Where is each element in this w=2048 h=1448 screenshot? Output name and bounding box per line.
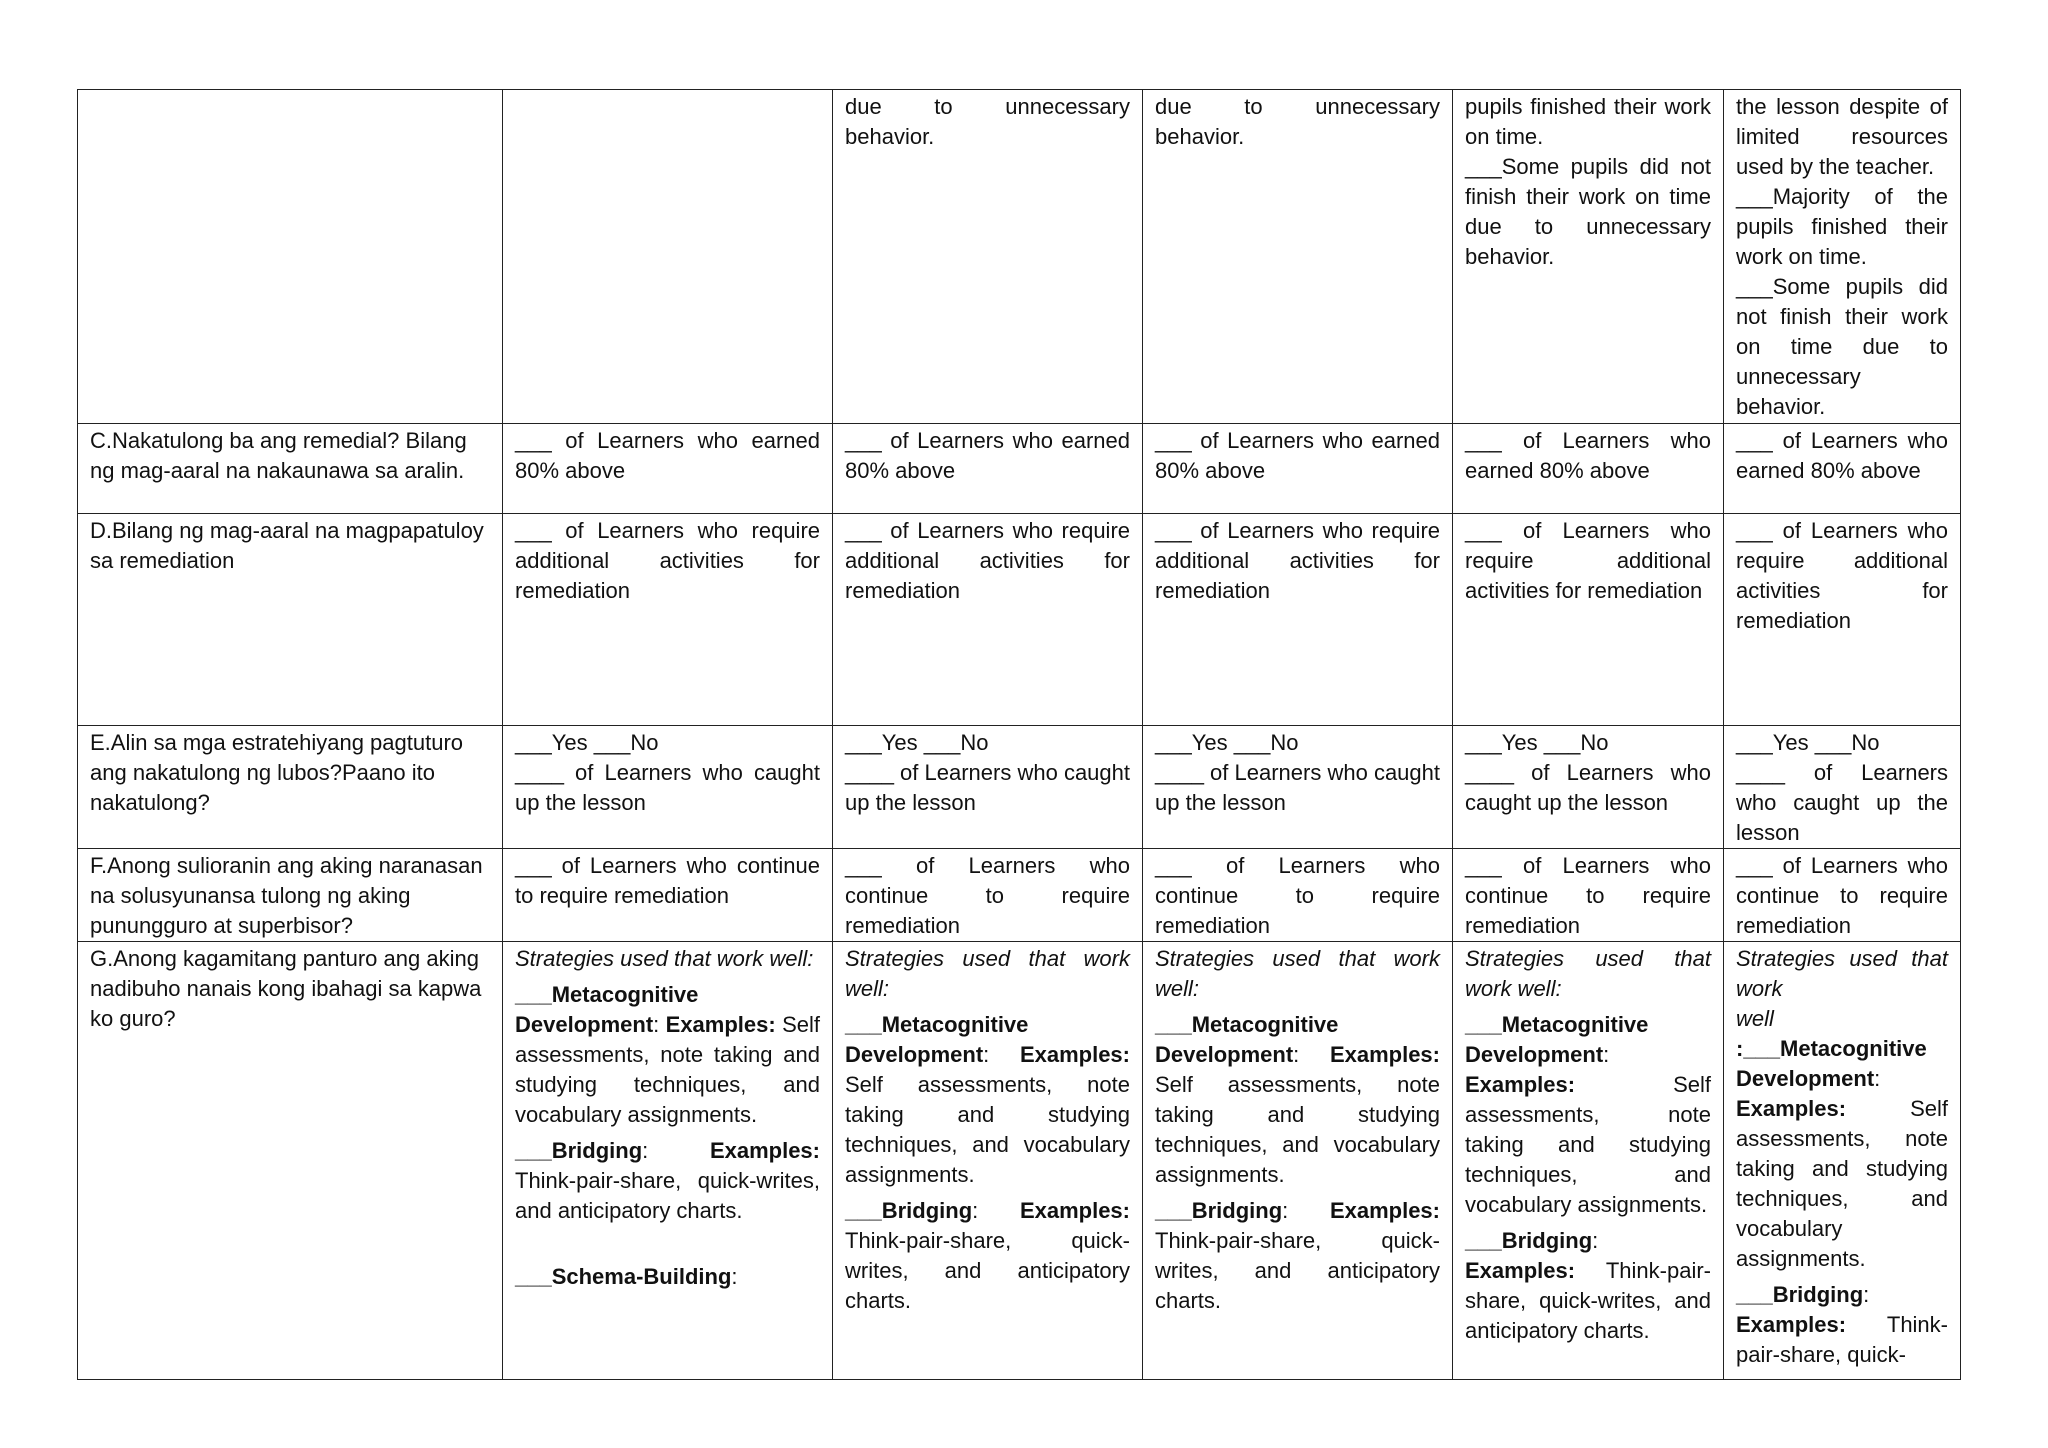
lesson-log-table <box>77 89 1961 1380</box>
colon-text: : <box>1874 1066 1881 1091</box>
examples-label: Examples: <box>1736 1096 1847 1121</box>
metacognitive-examples: Self assessments, note taking and studying techniques, and vocabulary assignments. <box>1155 1072 1440 1187</box>
table-row-g <box>78 942 1961 1380</box>
bridging-item <box>1736 1280 1948 1370</box>
examples-label: Examples: <box>1329 1042 1440 1067</box>
yes-no-text: ___Yes ___No <box>515 730 659 755</box>
bridging-item <box>1155 1196 1440 1316</box>
strategies-heading: Strategies used that work well: <box>845 946 1130 1001</box>
table-cell: ___ of Learners who require additional activities for remediation <box>1143 514 1453 726</box>
table-cell: ___ of Learners who earned 80% above <box>1724 424 1961 514</box>
bridging-item <box>845 1196 1130 1316</box>
row-label-cell: F.Anong sulioranin ang aking naranasan na solusyunansa tulong ng aking punungguro at superbisor? <box>78 849 503 942</box>
table-cell: ___ of Learners who require additional activities for remediation <box>1453 514 1724 726</box>
table-cell: ___ of Learners who require additional activities for remediation <box>1724 514 1961 726</box>
table-cell: ___ of Learners who require additional activities for remediation <box>833 514 1143 726</box>
row-label-cell <box>78 90 503 424</box>
colon-text: : <box>1603 1042 1610 1067</box>
row-label-cell: C.Nakatulong ba ang remedial? Bilang ng mag-aaral na nakaunawa sa aralin. <box>78 424 503 514</box>
table-cell <box>1143 726 1453 849</box>
examples-label: Examples: <box>1465 1072 1576 1097</box>
table-cell <box>1453 90 1724 424</box>
strategies-heading: Strategies used that work <box>1736 946 1948 1001</box>
colon-text: : <box>1863 1282 1870 1307</box>
table-cell <box>1724 90 1961 424</box>
metacognitive-item <box>1155 1010 1440 1190</box>
table-cell: ___ of Learners who continue to require remediation <box>503 849 833 942</box>
cell-text: ____ of Learners who caught up the lesson <box>1465 760 1711 815</box>
metacognitive-item <box>515 980 820 1130</box>
cell-text: pupils finished their work on time. <box>1465 94 1711 149</box>
bridging-label: ___Bridging <box>1736 1282 1864 1307</box>
bridging-examples: Think-pair-share, quick- <box>1736 1312 1948 1367</box>
cell-text: ____ of Learners who caught up the lesson <box>1736 760 1948 845</box>
table-cell: ___ of Learners who earned 80% above <box>833 424 1143 514</box>
table-cell: ___ of Learners who continue to require remediation <box>833 849 1143 942</box>
cell-text: the lesson despite of limited resources used by the teacher. <box>1736 94 1948 179</box>
schema-building-item <box>515 1262 820 1292</box>
table-cell: ___ of Learners who require additional activities for remediation <box>503 514 833 726</box>
colon-text: : <box>972 1198 979 1223</box>
colon-text: : <box>642 1138 649 1163</box>
table-cell <box>833 726 1143 849</box>
table-cell <box>503 942 833 1380</box>
table-row-continuation <box>78 90 1961 424</box>
table-cell: due to unnecessary behavior. <box>1143 90 1453 424</box>
bridging-examples: Think-pair-share, quick-writes, and anticipatory charts. <box>1465 1258 1711 1343</box>
bridging-item <box>1465 1226 1711 1346</box>
strategies-heading: Strategies used that work well: <box>515 946 814 971</box>
examples-label: Examples: <box>1329 1198 1440 1223</box>
row-label-cell: G.Anong kagamitang panturo ang aking nadibuho nanais kong ibahagi sa kapwa ko guro? <box>78 942 503 1380</box>
strategies-heading: Strategies used that work well: <box>1465 946 1711 1001</box>
table-cell <box>1724 942 1961 1380</box>
metacognitive-label: :___Metacognitive Development <box>1736 1036 1927 1091</box>
bridging-label: ___Bridging <box>845 1198 973 1223</box>
colon-text: : <box>983 1042 990 1067</box>
metacognitive-label: ___Metacognitive Development <box>515 982 699 1037</box>
metacognitive-examples: Self assessments, note taking and studying techniques, and vocabulary assignments. <box>1465 1072 1711 1217</box>
table-cell: due to unnecessary behavior. <box>833 90 1143 424</box>
cell-text: ____ of Learners who caught up the lesson <box>845 760 1130 815</box>
bridging-label: ___Bridging <box>515 1138 643 1163</box>
yes-no-text: ___Yes ___No <box>845 730 989 755</box>
table-row-c <box>78 424 1961 514</box>
bridging-examples: Think-pair-share, quick-writes, and anticipatory charts. <box>515 1168 820 1223</box>
table-cell <box>503 90 833 424</box>
metacognitive-label: ___Metacognitive Development <box>1465 1012 1649 1067</box>
table-cell <box>1453 942 1724 1380</box>
metacognitive-label: ___Metacognitive Development <box>845 1012 1029 1067</box>
yes-no-text: ___Yes ___No <box>1736 730 1880 755</box>
bridging-examples: Think-pair-share, quick-writes, and anticipatory charts. <box>1155 1228 1440 1313</box>
table-cell <box>1724 726 1961 849</box>
metacognitive-item <box>845 1010 1130 1190</box>
examples-label: Examples: <box>1465 1258 1576 1283</box>
examples-label: Examples: <box>1736 1312 1847 1337</box>
bridging-label: ___Bridging <box>1465 1228 1593 1253</box>
colon-text: : <box>731 1264 738 1289</box>
cell-text: ____ of Learners who caught up the lesson <box>1155 760 1440 815</box>
examples-label: Examples: <box>709 1138 820 1163</box>
bridging-examples: Think-pair-share, quick-writes, and anticipatory charts. <box>845 1228 1130 1313</box>
table-row-d <box>78 514 1961 726</box>
examples-label: Examples: <box>1019 1042 1130 1067</box>
colon-text: : <box>1282 1198 1289 1223</box>
examples-label: Examples: <box>1019 1198 1130 1223</box>
table-row-e <box>78 726 1961 849</box>
bridging-label: ___Bridging <box>1155 1198 1283 1223</box>
table-cell <box>833 942 1143 1380</box>
metacognitive-label: ___Metacognitive Development <box>1155 1012 1339 1067</box>
table-cell: ___ of Learners who earned 80% above <box>503 424 833 514</box>
cell-text: ___Majority of the pupils finished their work on time. <box>1736 184 1948 269</box>
colon-text: : <box>653 1012 660 1037</box>
cell-text: ____ of Learners who caught up the lesson <box>515 760 820 815</box>
cell-text: ___Some pupils did not finish their work on time due to unnecessary behavior. <box>1465 154 1711 269</box>
strategies-heading-cont: well <box>1736 1006 1774 1031</box>
yes-no-text: ___Yes ___No <box>1155 730 1299 755</box>
table-cell: ___ of Learners who continue to require remediation <box>1143 849 1453 942</box>
table-cell: ___ of Learners who earned 80% above <box>1453 424 1724 514</box>
colon-text: : <box>1592 1228 1599 1253</box>
strategies-heading: Strategies used that work well: <box>1155 946 1440 1001</box>
table-cell: ___ of Learners who continue to require remediation <box>1453 849 1724 942</box>
table-cell: ___ of Learners who earned 80% above <box>1143 424 1453 514</box>
metacognitive-examples: Self assessments, note taking and studying techniques, and vocabulary assignments. <box>1736 1096 1948 1271</box>
bridging-item <box>515 1136 820 1226</box>
metacognitive-examples: Self assessments, note taking and studying techniques, and vocabulary assignments. <box>845 1072 1130 1187</box>
table-cell <box>1143 942 1453 1380</box>
metacognitive-item <box>1465 1010 1711 1220</box>
cell-text: ___Some pupils did not finish their work on time due to unnecessary behavior. <box>1736 274 1948 419</box>
table-cell <box>1453 726 1724 849</box>
schema-building-label: ___Schema-Building <box>515 1264 732 1289</box>
yes-no-text: ___Yes ___No <box>1465 730 1609 755</box>
table-row-f <box>78 849 1961 942</box>
examples-label: Examples: <box>665 1012 776 1037</box>
metacognitive-examples: Self assessments, note taking and studying techniques, and vocabulary assignments. <box>515 1012 820 1127</box>
table-cell: ___ of Learners who continue to require remediation <box>1724 849 1961 942</box>
table-cell <box>503 726 833 849</box>
colon-text: : <box>1293 1042 1300 1067</box>
row-label-cell: D.Bilang ng mag-aaral na magpapatuloy sa remediation <box>78 514 503 726</box>
metacognitive-item <box>1736 1034 1948 1274</box>
row-label-cell: E.Alin sa mga estratehiyang pagtuturo ang nakatulong ng lubos?Paano ito nakatulong? <box>78 726 503 849</box>
